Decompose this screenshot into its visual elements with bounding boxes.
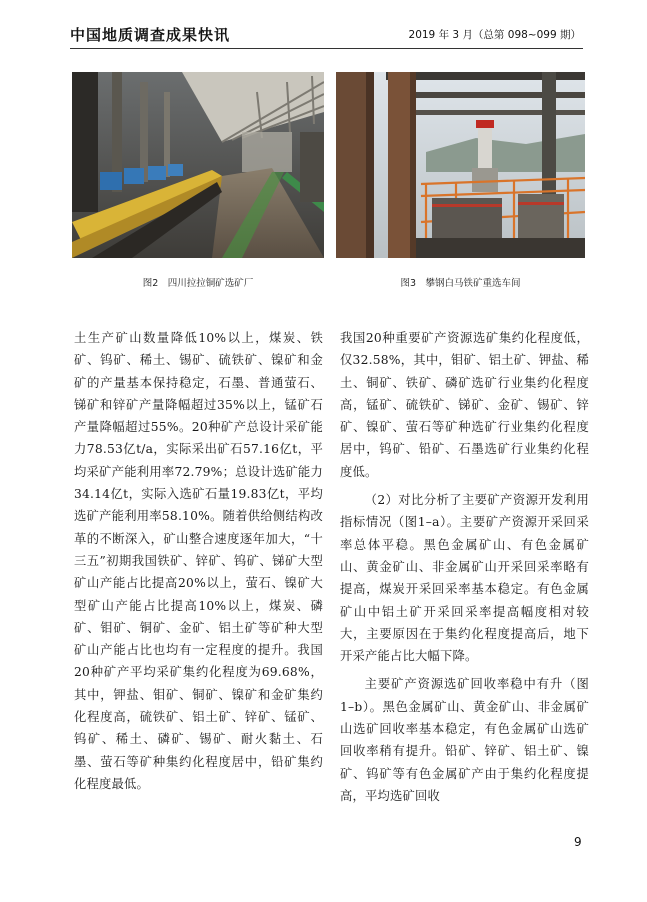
figure-3-photo (336, 72, 585, 258)
figure-2-photo (72, 72, 324, 258)
body-paragraph: （2）对比分析了主要矿产资源开发利用指标情况（图1–a）。主要矿产资源开采回采率总体平稳。黑色金属矿山、有色金属矿山、黄金矿山、非金属矿山开采回采率略有提高，煤炭开采回采率基本稳定。有色金属矿山中铝土矿开采回采率提高幅度相对较大，主要原因在于集约化程度提高后，地下开采产能占比大幅下降。 (340, 493, 589, 664)
figure-2-caption: 图2 四川拉拉铜矿选矿厂 (142, 278, 254, 289)
right-column (340, 327, 589, 807)
journal-title: 中国地质调查成果快讯 (70, 26, 231, 44)
body-paragraph: 土生产矿山数量降低10%以上，煤炭、铁矿、钨矿、稀土、锡矿、硫铁矿、镍矿和金矿的产量基本保持稳定，石墨、普通萤石、锑矿和锌矿产量降幅超过35%以上，锰矿石产量降幅超过55%。20种矿产总设计采矿能力78.53亿t/a，实际采出矿石57.16亿t，平均采矿产能利用率72.79%；总设计选矿能力34.14亿t，实际入选矿石量19.83亿t，平均选矿产能利用率58.10%。随着供给侧结构改革的不断深入，矿山整合速度逐年加大，“十三五”初期我国铁矿、锌矿、钨矿、锑矿大型矿山产能占比提高20%以上，萤石、镍矿大型矿山产能占比提高10%以上，煤炭、磷矿、钼矿、铜矿、金矿、铝土矿等矿种大型矿山产能占比也均有一定程度的提升。我国20种矿产平均采矿集约化程度为69.68%，其中，钾盐、钼矿、铜矿、镍矿和金矿集约化程度高，硫铁矿、铝土矿、锌矿、锰矿、钨矿、稀土、磷矿、锡矿、耐火黏土、石墨、萤石等矿种集约化程度居中，铅矿集约化程度最低。 (74, 331, 323, 791)
body-paragraph: 我国20种重要矿产资源选矿集约化程度低，仅32.58%，其中，钼矿、铝土矿、钾盐、稀土、铜矿、铁矿、磷矿选矿行业集约化程度高，锰矿、硫铁矿、锑矿、金矿、锡矿、锌矿、镍矿、萤石等矿种选矿行业集约化程度居中，钨矿、铅矿、石墨选矿行业集约化程度低。 (340, 331, 589, 479)
issue-info: 2019 年 3 月（总第 098~099 期） (408, 29, 581, 41)
body-paragraph: 主要矿产资源选矿回收率稳中有升（图1–b）。黑色金属矿山、黄金矿山、非金属矿山选矿回收率基本稳定，有色金属矿山选矿回收率稍有提升。铅矿、锌矿、铝土矿、镍矿、钨矿等有色金属矿产由于集约化程度提高，平均选矿回收 (340, 677, 589, 803)
page-number: 9 (574, 835, 582, 849)
header-rule (70, 48, 583, 49)
left-column (74, 327, 323, 795)
figure-3-caption: 图3 攀钢白马铁矿重选车间 (400, 278, 521, 289)
